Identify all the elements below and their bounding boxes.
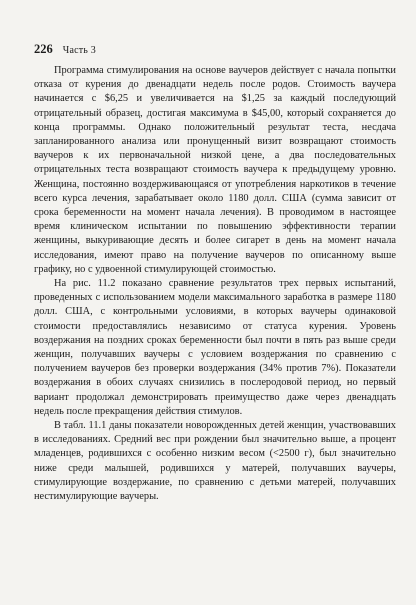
body-text xyxy=(34,64,396,504)
page-header xyxy=(34,42,96,57)
paragraph-voucher-program: Программа стимулирования на основе ваучеров действует с начала попытки отказа от курения до двенадцати недель после родов. Стоимость ваучера начинается с $6,25 и увеличивается на $1,25 за каждый последующий отрицательный образец, достигая максимума в $45,00, который сохраняется до конца программы. Однако положительный результат теста, несдача запланированного анализа или пронущенный визит возвращают стоимость ваучеров к их первоначальной низкой цене, а два последовательных отрицательных теста возвращают стоимость ваучера к предыдущему уровню. Женщина, постоянно воздерживающаяся от употребления наркотиков в течение всего курса лечения, зарабатывает около 1180 долл. США (сумма зависит от срока беременности на момент начала лечения). В проводимом в настоящее время клиническом испытании по повышению эффективности терапии женщины, выкуривающие десять и более сигарет в день на момент начала исследования, имеют право на получение ваучеров по описанному выше графику, но с удвоенной стимулирующей стоимостью. xyxy=(34,65,396,275)
paragraph-figure-comparison: На рис. 11.2 показано сравнение результатов трех первых испытаний, проведенных с использованием модели максимального заработка в размере 1180 долл. США, с контрольными условиями, в которых ваучеры одинаковой стоимости предоставлялись независимо от статуса курения. Уровень воздержания на поздних сроках беременности был почти в пять раз выше среди женщин, получавших ваучеры с условием воздержания по сравнению с получением ваучеров без проверки воздержания (34% против 7%). Показатели воздержания в обоих случаях снизились в послеродовой период, но первый вариант продолжал демонстрировать преимущество даже через двенадцать недель после прекращения действия стимулов. xyxy=(34,278,396,417)
page-number: 226 xyxy=(34,42,53,56)
paragraph-table-newborns: В табл. 11.1 даны показатели новорожденных детей женщин, участвовавших в исследованиях. Средний вес при рождении был значительно выше, а процент младенцев, родившихся с особенно низким весом (<2500 г), был значительно ниже среди малышей, родившихся у матерей, получавших ваучеры, стимулирующие воздержание, по сравнению с детьми матерей, получавших нестимулирующие ваучеры. xyxy=(34,420,396,503)
running-head: Часть 3 xyxy=(62,45,96,56)
